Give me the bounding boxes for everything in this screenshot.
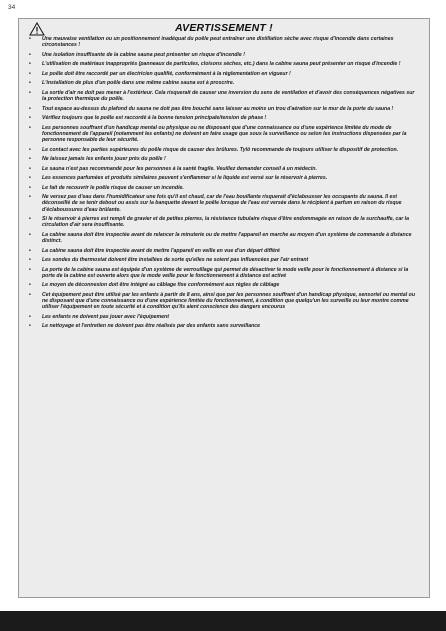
bullet-icon: • bbox=[29, 257, 31, 264]
list-item bbox=[28, 314, 419, 320]
item-text: La cabine sauna doit être inspectée avant de mettre l'appareil en veille en vue d'un départ différé bbox=[42, 247, 280, 254]
list-item bbox=[28, 194, 419, 212]
list-item bbox=[28, 323, 419, 329]
list-item bbox=[28, 248, 419, 254]
item-text: La porte de la cabine sauna est équipée d'un système de verrouillage qui permet de désactiver le mode veille pour le fonctionnement à distance si la porte de la cabine est ouverte alors que le mode veille pour le fonctionnement à distance est activé bbox=[42, 266, 409, 279]
item-text: L'installation de plus d'un poêle dans une même cabine sauna est à proscrire. bbox=[42, 80, 235, 87]
item-text: La sortie d'air ne doit pas mener à l'extérieur. Cela risquerait de causer une inversion du sens de ventilation et d'avoir des conséquences négatives sur la protection thermique du poêle. bbox=[42, 89, 415, 103]
list-item bbox=[28, 147, 419, 153]
item-text: Le moyen de déconnexion doit être intégré au câblage fixe conformément aux règles de câblage bbox=[42, 282, 280, 289]
bullet-icon: • bbox=[29, 105, 31, 112]
item-text: Ne laissez jamais les enfants jouer près du poêle ! bbox=[42, 156, 166, 163]
bullet-icon: • bbox=[29, 124, 31, 131]
list-item bbox=[28, 52, 419, 58]
list-item bbox=[28, 115, 419, 121]
bullet-icon: • bbox=[29, 323, 31, 330]
item-text: Une mauvaise ventilation ou un positionnement inadéquat du poêle peut entraîner une distillation sèche avec risque d'incendie dans certaines circonstances ! bbox=[42, 36, 394, 49]
item-text: Cet équipement peut être utilisé par les enfants à partir de 8 ans, ainsi que par les personnes souffrant d'un handicap physique, sensoriel ou mental ou ne disposant que d'une connaissance ou d'une expérience limitée du fonctionnement, à condition que quelqu'un les surveille ou leur montre comme utiliser l'équipement en toute sécurité et à condition qu'ils aient conscience des dangers encourus bbox=[42, 291, 415, 311]
bullet-icon: • bbox=[29, 146, 31, 153]
item-text: Le poêle doit être raccordé par un électricien qualifié, conformément à la réglementation en vigueur ! bbox=[42, 70, 291, 77]
item-text: Les personnes souffrant d'un handicap mental ou physique ou ne disposant que d'une connaissance ou d'une expérience limitée du mode de fonctionnement de l'appareil (notamment les enfants) ne doivent en faire usage que sous la surveillance ou selon les instructions dispensées par la personne responsable de leur sécurité. bbox=[42, 124, 407, 143]
warning-list bbox=[19, 36, 429, 329]
list-item bbox=[28, 282, 419, 288]
item-text: Tout espace au-dessus du plafond du sauna ne doit pas être bouché sans laisser au moins un trou d'aération sur le mur de la porte du sauna ! bbox=[42, 105, 394, 112]
list-item bbox=[28, 156, 419, 162]
item-text: Vérifiez toujours que le poêle est raccordé à la bonne tension principale/tension de phase ! bbox=[42, 115, 267, 122]
warning-box bbox=[18, 18, 430, 598]
item-text: L'utilisation de matériaux inappropriés (panneaux de particules, cloisons sèches, etc.) dans la cabine sauna peut présenter un risque d'incendie ! bbox=[42, 61, 401, 68]
bullet-icon: • bbox=[29, 70, 31, 77]
list-item bbox=[28, 80, 419, 86]
bullet-icon: • bbox=[29, 115, 31, 122]
item-text: Une isolation insuffisante de la cabine sauna peut présenter un risque d'incendie ! bbox=[42, 51, 245, 58]
bullet-icon: • bbox=[29, 266, 31, 273]
bullet-icon: • bbox=[29, 51, 31, 58]
item-text: Si le réservoir à pierres est rempli de gravier et de petites pierres, la résistance tubulaire risque d'être endommagée en raison de la surchauffe, car la circulation d'air sera insuffisante. bbox=[42, 216, 410, 229]
item-text: Le nettoyage et l'entretien ne doivent pas être réalisés par des enfants sans surveillance bbox=[42, 323, 261, 330]
bullet-icon: • bbox=[29, 175, 31, 182]
list-item bbox=[28, 216, 419, 228]
list-item bbox=[28, 185, 419, 191]
list-item bbox=[28, 175, 419, 181]
bullet-icon: • bbox=[29, 291, 31, 298]
bullet-icon: • bbox=[29, 89, 31, 96]
bullet-icon: • bbox=[29, 282, 31, 289]
item-text: Les enfants ne doivent pas jouer avec l'équipement bbox=[42, 313, 169, 320]
item-text: Les essences parfumées et produits similaires peuvent s'enflammer si le liquide est versé sur le réservoir à pierres. bbox=[42, 175, 328, 182]
footer-bar bbox=[0, 611, 446, 631]
item-text: La cabine sauna doit être inspectée avant de relancer la minuterie ou de mettre l'appareil en marche au moyen d'un système de commande à distance distinct. bbox=[42, 231, 412, 244]
list-item bbox=[28, 166, 419, 172]
item-text: Ne versez pas d'eau dans l'humidificateur une fois qu'il est chaud, car de l'eau bouillante risquerait d'éclabousser les occupants du sauna. Il est déconseillé de se tenir debout ou assis sur la banquette devant le poêle lorsque de l'eau est versée dans le récipient à parfum en raison du risque d'éclaboussures d'eau brûlante. bbox=[42, 194, 402, 213]
warning-header bbox=[19, 19, 429, 36]
list-item bbox=[28, 257, 419, 263]
list-item bbox=[28, 61, 419, 67]
bullet-icon: • bbox=[29, 216, 31, 223]
bullet-icon: • bbox=[29, 61, 31, 68]
list-item bbox=[28, 36, 419, 48]
item-text: Le sauna n'est pas recommandé pour les personnes à la santé fragile. Veuillez demander conseil à un médecin. bbox=[42, 165, 317, 172]
bullet-icon: • bbox=[29, 231, 31, 238]
list-item bbox=[28, 125, 419, 143]
item-text: Les sondes du thermostat doivent être installées de sorte qu'elles ne soient pas influencées par l'air entrant bbox=[42, 257, 309, 264]
warning-title: AVERTISSEMENT ! bbox=[175, 22, 273, 34]
bullet-icon: • bbox=[29, 36, 31, 42]
bullet-icon: • bbox=[29, 194, 31, 201]
list-item bbox=[28, 292, 419, 310]
bullet-icon: • bbox=[29, 80, 31, 87]
list-item bbox=[28, 106, 419, 112]
bullet-icon: • bbox=[29, 247, 31, 254]
bullet-icon: • bbox=[29, 156, 31, 163]
bullet-icon: • bbox=[29, 313, 31, 320]
bullet-icon: • bbox=[29, 165, 31, 172]
list-item bbox=[28, 267, 419, 279]
page-number: 34 bbox=[8, 4, 16, 11]
list-item bbox=[28, 90, 419, 102]
bullet-icon: • bbox=[29, 184, 31, 191]
list-item bbox=[28, 71, 419, 77]
item-text: Le contact avec les parties supérieures du poêle risque de causer des brûlures. Tylö recommande de toujours utiliser le dispositif de protection. bbox=[42, 146, 399, 153]
item-text: Le fait de recouvrir le poêle risque de causer un incendie. bbox=[42, 184, 184, 191]
list-item bbox=[28, 232, 419, 244]
